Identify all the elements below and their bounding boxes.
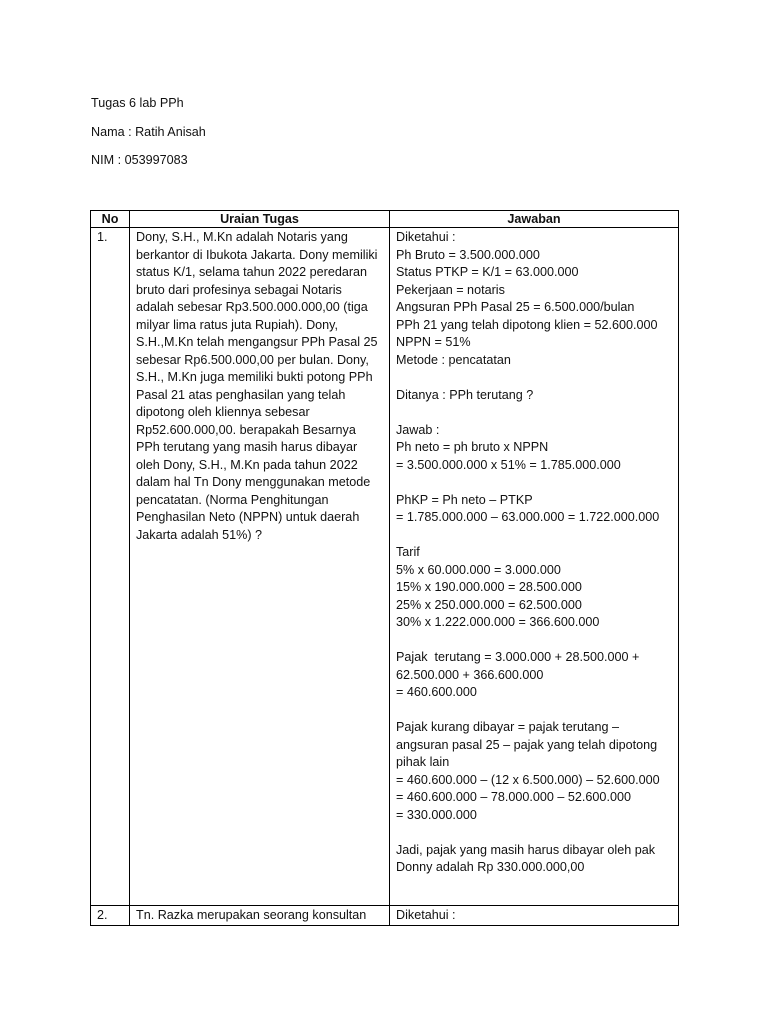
column-header-no: No — [91, 211, 130, 228]
answer-cell — [390, 228, 679, 906]
answer-line: angsuran pasal 25 – pajak yang telah dipotong — [396, 737, 658, 752]
answer-line: 5% x 60.000.000 = 3.000.000 — [396, 562, 561, 577]
answer-line: 30% x 1.222.000.000 = 366.600.000 — [396, 615, 600, 629]
answer-line: Donny adalah Rp 330.000.000,00 — [396, 860, 585, 874]
answer-line: Tarif — [396, 545, 420, 559]
answer-line: = 1.785.000.000 – 63.000.000 = 1.722.000.000 — [396, 510, 660, 524]
answer-cell — [390, 906, 679, 926]
table-row — [91, 906, 679, 926]
answer-line: Pekerjaan = notaris — [396, 282, 505, 297]
answer-line: PhKP = Ph neto – PTKP — [396, 492, 533, 507]
answer-line — [396, 527, 672, 545]
answer-line: = 3.500.000.000 x 51% = 1.785.000.000 — [396, 457, 621, 472]
answer-line: NPPN = 51% — [396, 335, 471, 349]
answer-line — [396, 474, 672, 492]
answer-line: = 460.600.000 – 78.000.000 – 52.600.000 — [396, 790, 631, 804]
answer-line: Jadi, pajak yang masih harus dibayar oleh pak — [396, 842, 656, 857]
task-description: Dony, S.H., M.Kn adalah Notaris yang berkantor di Ibukota Jakarta. Dony memiliki status K/1, selama tahun 2022 peredaran bruto dari profesinya sebagai Notaris adalah sebesar Rp3.500.000.000,00 (tiga milyar lima ratus juta Rupiah). Dony, S.H.,M.Kn telah mengangsur PPh Pasal 25 sebesar Rp6.500.000,00 per bulan. Dony, S.H., M.Kn juga memiliki bukti potong PPh Pasal 21 atas penghasilan yang telah dipotong oleh kliennya sebesar Rp52.600.000,00. berapakah Besarnya PPh terutang yang masih harus dibayar oleh Dony, S.H., M.Kn pada tahun 2022 dalam hal Tn Dony menggunakan metode pencatatan. (Norma Penghitungan Penghasilan Neto (NPPN) untuk daerah Jakarta adalah 51%) ? — [130, 228, 390, 906]
answer-line: Angsuran PPh Pasal 25 = 6.500.000/bulan — [396, 300, 635, 314]
answer-line: Ph neto = ph bruto x NPPN — [396, 440, 549, 454]
answer-line: Diketahui : — [396, 230, 456, 244]
answer-line: Status PTKP = K/1 = 63.000.000 — [396, 265, 579, 279]
answer-line — [396, 369, 672, 387]
row-number: 2. — [91, 906, 130, 926]
answer-line: Pajak terutang = 3.000.000 + 28.500.000 + — [396, 650, 640, 664]
answer-line: 15% x 190.000.000 = 28.500.000 — [396, 580, 582, 594]
answer-line: Ph Bruto = 3.500.000.000 — [396, 247, 540, 262]
answer-line: 62.500.000 + 366.600.000 — [396, 667, 544, 682]
table-row — [91, 228, 679, 906]
task-description: Tn. Razka merupakan seorang konsultan — [130, 906, 390, 926]
column-header-task: Uraian Tugas — [130, 211, 390, 228]
answer-line — [396, 632, 672, 650]
answer-line — [396, 824, 672, 842]
answer-line: Diketahui : — [396, 908, 456, 922]
answer-line — [396, 702, 672, 720]
answer-line: = 460.600.000 – (12 x 6.500.000) – 52.600.000 — [396, 772, 660, 787]
answer-line: pihak lain — [396, 755, 450, 769]
table-header-row — [91, 211, 679, 228]
student-name: Nama : Ratih Anisah — [91, 125, 206, 139]
document-title: Tugas 6 lab PPh — [91, 96, 184, 110]
student-nim: NIM : 053997083 — [91, 153, 188, 167]
answer-line: PPh 21 yang telah dipotong klien = 52.600.000 — [396, 317, 658, 332]
answer-line: Pajak kurang dibayar = pajak terutang – — [396, 720, 619, 734]
answer-line: = 460.600.000 — [396, 685, 477, 699]
task-table — [90, 210, 679, 926]
answer-line: Metode : pencatatan — [396, 352, 511, 367]
answer-line — [396, 404, 672, 422]
answer-line: Jawab : — [396, 422, 440, 437]
answer-line: Ditanya : PPh terutang ? — [396, 387, 534, 402]
row-number: 1. — [91, 228, 130, 906]
column-header-answer: Jawaban — [390, 211, 679, 228]
answer-line: = 330.000.000 — [396, 807, 477, 822]
answer-line: 25% x 250.000.000 = 62.500.000 — [396, 597, 582, 612]
